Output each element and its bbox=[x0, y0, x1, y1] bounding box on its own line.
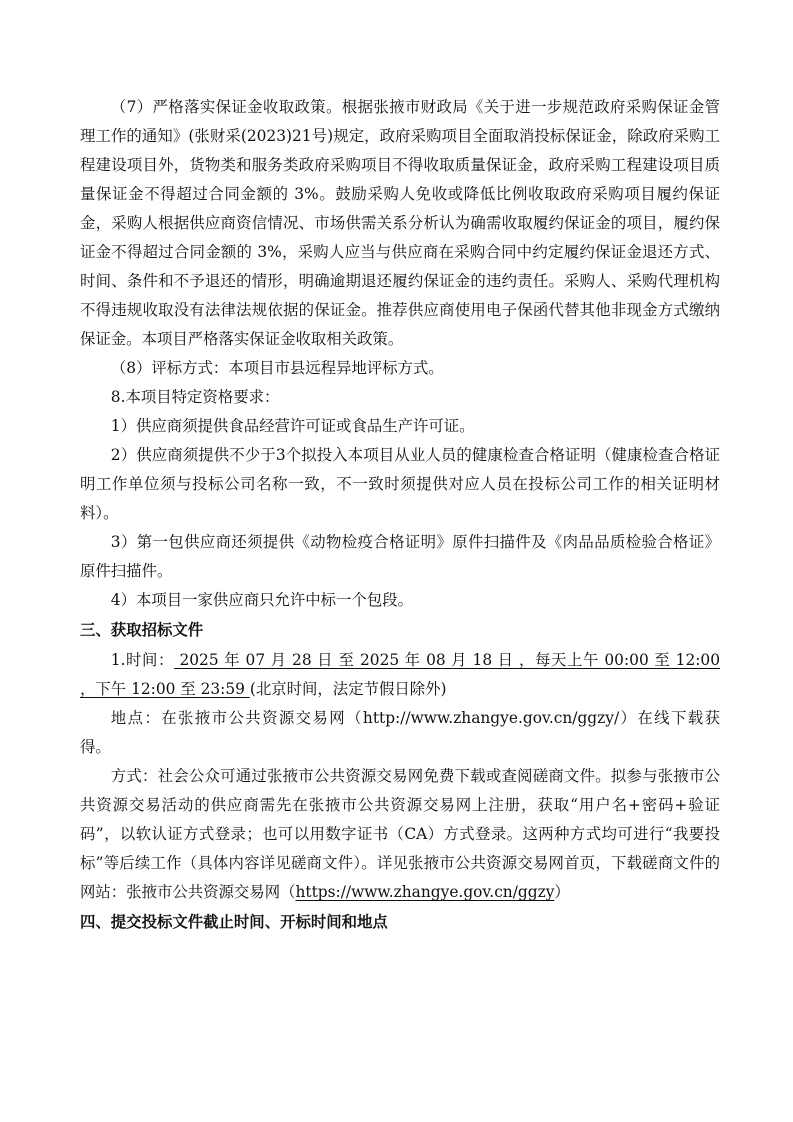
time-value: 2025 年 07 月 28 日 至 2025 年 08 月 18 日 ，每天上午 00:00 至 12:00 ，下午 12:00 至 23:59 bbox=[80, 651, 721, 698]
section-3-method bbox=[80, 762, 720, 907]
qualification-item-3: 3）第一包供应商还须提供《动物检疫合格证明》原件扫描件及《肉品品质检验合格证》原件扫描件。 bbox=[80, 533, 720, 580]
qualification-item-4: 4）本项目一家供应商只允许中标一个包段。 bbox=[110, 591, 414, 609]
qualification-title: 8.本项目特定资格要求： bbox=[110, 388, 280, 406]
document-body bbox=[80, 93, 720, 938]
section-3-time bbox=[80, 646, 720, 704]
method-text: 方式：社会公众可通过张掖市公共资源交易网免费下载或查阅磋商文件。拟参与张掖市公共资源交易活动的供应商需先在张掖市公共资源交易网上注册，获取“用户名+密码+验证码”，以软认证方式登录；也可以用数字证书（CA）方式登录。这两种方式均可进行“我要投标”等后续工作（具体内容详见磋商文件）。详见张掖市公共资源交易网首页，下载磋商文件的网站：张掖市公共资源交易网（ bbox=[80, 767, 720, 901]
section-3-heading: 三、获取招标文件 bbox=[80, 621, 204, 639]
clause-7-deposit-policy: （7）严格落实保证金收取政策。根据张掖市财政局《关于进一步规范政府采购保证金管理工作的通知》(张财采(2023)21号)规定，政府采购项目全面取消投标保证金，除政府采购工程建设项目外，货物类和服务类政府采购项目不得收取质量保证金，政府采购工程建设项目质量保证金不得超过合同金额的 3%。鼓励采购人免收或降低比例收取政府采购项目履约保证金，采购人根据供应商资信情况、市场供需关系分析认为确需收取履约保证金的项目，履约保证金不得超过合同金额的 3%，采购人应当与供应商在采购合同中约定履约保证金退还方式、时间、条件和不予退还的情形，明确逾期退还履约保证金的违约责任。采购人、采购代理机构不得违规收取没有法律法规依据的保证金。推荐供应商使用电子保函代替其他非现金方式缴纳保证金。本项目严格落实保证金收取相关政策。 bbox=[80, 98, 720, 348]
qualification-item-2: 2）供应商须提供不少于3个拟投入本项目从业人员的健康检查合格证明（健康检查合格证明工作单位须与投标公司名称一致，不一致时须提供对应人员在投标公司工作的相关证明材料）。 bbox=[80, 446, 720, 522]
method-end: ） bbox=[554, 883, 570, 901]
time-note: (北京时间，法定节假日除外) bbox=[249, 680, 447, 698]
method-link[interactable]: https://www.zhangye.gov.cn/ggzy bbox=[295, 883, 555, 901]
clause-8-evaluation-method: （8）评标方式：本项目市县远程异地评标方式。 bbox=[110, 359, 444, 377]
time-label: 1.时间： bbox=[110, 651, 174, 669]
section-4-heading: 四、提交投标文件截止时间、开标时间和地点 bbox=[80, 913, 388, 931]
section-3-place: 地点：在张掖市公共资源交易网（http://www.zhangye.gov.cn/ggzy/）在线下载获得。 bbox=[80, 709, 720, 756]
qualification-item-1: 1）供应商须提供食品经营许可证或食品生产许可证。 bbox=[110, 417, 475, 435]
